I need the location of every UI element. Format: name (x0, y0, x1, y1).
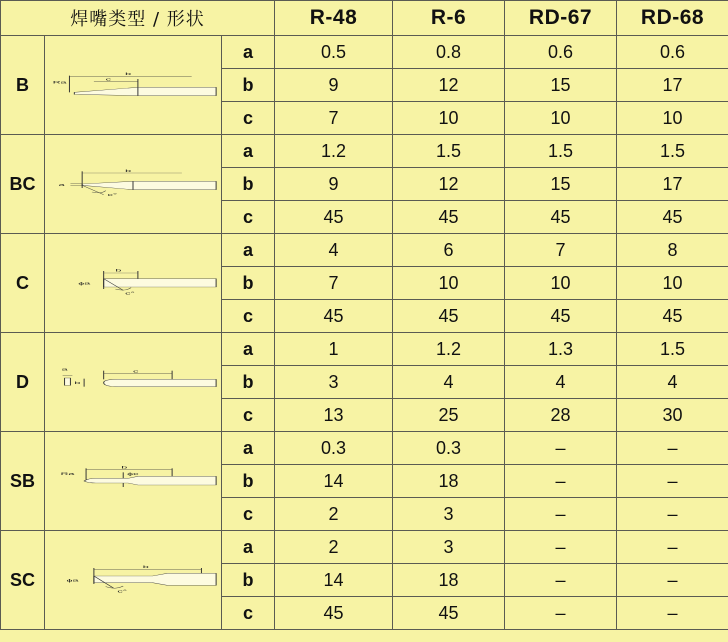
value-cell: 0.8 (393, 36, 505, 69)
value-cell: – (617, 597, 728, 630)
value-cell: – (505, 465, 617, 498)
value-cell: 45 (505, 300, 617, 333)
tip-shape-diagram (45, 333, 222, 432)
tip-type-code: D (1, 333, 45, 432)
value-cell: – (505, 498, 617, 531)
diagram-label-c-angle: c° (125, 291, 135, 296)
diagram-label-b: b (121, 465, 128, 470)
value-cell: 45 (617, 201, 728, 234)
table-row (1, 135, 728, 168)
diagram-label-phi-a: ϕa (66, 578, 79, 583)
value-cell: 6 (393, 234, 505, 267)
value-cell: 13 (275, 399, 393, 432)
tip-shape-diagram (45, 432, 222, 531)
value-cell: 10 (505, 267, 617, 300)
header-tip-type: 焊嘴类型 / 形状 (1, 1, 275, 36)
param-label: b (222, 69, 275, 102)
value-cell: 3 (393, 531, 505, 564)
tip-type-code: BC (1, 135, 45, 234)
value-cell: – (617, 564, 728, 597)
tip-type-code: B (1, 36, 45, 135)
value-cell: 2 (275, 531, 393, 564)
param-label: a (222, 36, 275, 69)
param-label: b (222, 168, 275, 201)
value-cell: 45 (393, 300, 505, 333)
diagram-label-b: b (125, 71, 132, 76)
value-cell: 4 (275, 234, 393, 267)
value-cell: 45 (505, 201, 617, 234)
value-cell: 1.5 (505, 135, 617, 168)
tip-shape-drawing (45, 267, 221, 299)
value-cell: 1.2 (275, 135, 393, 168)
table-row (1, 36, 728, 69)
table-header (1, 1, 728, 36)
value-cell: – (617, 498, 728, 531)
value-cell: 10 (617, 102, 728, 135)
value-cell: 0.3 (275, 432, 393, 465)
value-cell: 4 (617, 366, 728, 399)
value-cell: 0.6 (617, 36, 728, 69)
diagram-label-b: b (125, 168, 132, 173)
param-label: c (222, 300, 275, 333)
tip-type-code: C (1, 234, 45, 333)
value-cell: 3 (393, 498, 505, 531)
header-col-3: RD-67 (505, 1, 617, 36)
value-cell: – (505, 597, 617, 630)
header-col-1: R-48 (275, 1, 393, 36)
value-cell: – (617, 531, 728, 564)
value-cell: 7 (275, 102, 393, 135)
value-cell: 17 (617, 168, 728, 201)
diagram-label-b: b (115, 268, 122, 273)
param-label: b (222, 267, 275, 300)
param-label: a (222, 531, 275, 564)
value-cell: 45 (617, 300, 728, 333)
value-cell: 14 (275, 465, 393, 498)
value-cell: 45 (275, 300, 393, 333)
tip-type-code: SC (1, 531, 45, 630)
value-cell: 0.3 (393, 432, 505, 465)
value-cell: – (505, 432, 617, 465)
value-cell: 10 (393, 267, 505, 300)
diagram-label-c: c (105, 77, 111, 82)
param-label: a (222, 333, 275, 366)
tip-shape-drawing (45, 465, 221, 497)
param-label: a (222, 432, 275, 465)
value-cell: 12 (393, 168, 505, 201)
value-cell: 9 (275, 168, 393, 201)
tip-shape-drawing (45, 564, 221, 596)
tip-shape-diagram (45, 234, 222, 333)
param-label: c (222, 498, 275, 531)
diagram-label-a: a (61, 367, 68, 372)
value-cell: 1.3 (505, 333, 617, 366)
diagram-label-phi-a: ϕa (78, 281, 91, 286)
value-cell: 15 (505, 69, 617, 102)
table-row (1, 432, 728, 465)
diagram-label-c-angle: c° (107, 192, 118, 197)
value-cell: 18 (393, 465, 505, 498)
value-cell: 14 (275, 564, 393, 597)
diagram-label-c-angle: c° (117, 589, 128, 594)
value-cell: 1.2 (393, 333, 505, 366)
value-cell: 4 (393, 366, 505, 399)
tip-shape-diagram (45, 36, 222, 135)
param-label: b (222, 465, 275, 498)
value-cell: 28 (505, 399, 617, 432)
value-cell: 45 (275, 201, 393, 234)
value-cell: – (505, 531, 617, 564)
param-label: c (222, 201, 275, 234)
param-label: c (222, 399, 275, 432)
header-col-2: R-6 (393, 1, 505, 36)
param-label: a (222, 135, 275, 168)
value-cell: 7 (505, 234, 617, 267)
diagram-label-b: b (74, 380, 81, 385)
value-cell: 1.5 (393, 135, 505, 168)
value-cell: – (505, 564, 617, 597)
tip-shape-drawing (45, 168, 221, 200)
value-cell: 1 (275, 333, 393, 366)
value-cell: 1.5 (617, 333, 728, 366)
value-cell: 30 (617, 399, 728, 432)
value-cell: 3 (275, 366, 393, 399)
header-col-4: RD-68 (617, 1, 728, 36)
value-cell: 45 (393, 201, 505, 234)
diagram-label-a: a (58, 182, 65, 187)
value-cell: 8 (617, 234, 728, 267)
table-row (1, 333, 728, 366)
value-cell: 45 (393, 597, 505, 630)
diagram-label-b: b (142, 564, 149, 569)
tip-shape-diagram (45, 531, 222, 630)
value-cell: 18 (393, 564, 505, 597)
value-cell: 7 (275, 267, 393, 300)
diagram-label-ra: Ra (60, 471, 75, 476)
diagram-label-c: c (133, 369, 139, 374)
tip-shape-drawing (45, 366, 221, 398)
value-cell: 4 (505, 366, 617, 399)
tip-shape-diagram (45, 135, 222, 234)
value-cell: – (617, 465, 728, 498)
param-label: b (222, 564, 275, 597)
value-cell: 15 (505, 168, 617, 201)
value-cell: 1.5 (617, 135, 728, 168)
value-cell: – (617, 432, 728, 465)
value-cell: 12 (393, 69, 505, 102)
param-label: b (222, 366, 275, 399)
table-body (1, 36, 728, 630)
value-cell: 10 (617, 267, 728, 300)
value-cell: 10 (393, 102, 505, 135)
value-cell: 9 (275, 69, 393, 102)
tip-shape-drawing (45, 69, 221, 101)
table-row (1, 234, 728, 267)
table-row (1, 531, 728, 564)
value-cell: 0.5 (275, 36, 393, 69)
diagram-label-phi-c: ϕc (127, 471, 139, 476)
value-cell: 0.6 (505, 36, 617, 69)
value-cell: 25 (393, 399, 505, 432)
value-cell: 45 (275, 597, 393, 630)
param-label: c (222, 102, 275, 135)
param-label: c (222, 597, 275, 630)
tip-type-code: SB (1, 432, 45, 531)
param-label: a (222, 234, 275, 267)
value-cell: 2 (275, 498, 393, 531)
value-cell: 17 (617, 69, 728, 102)
value-cell: 10 (505, 102, 617, 135)
diagram-label-ra: Ra (52, 80, 67, 85)
